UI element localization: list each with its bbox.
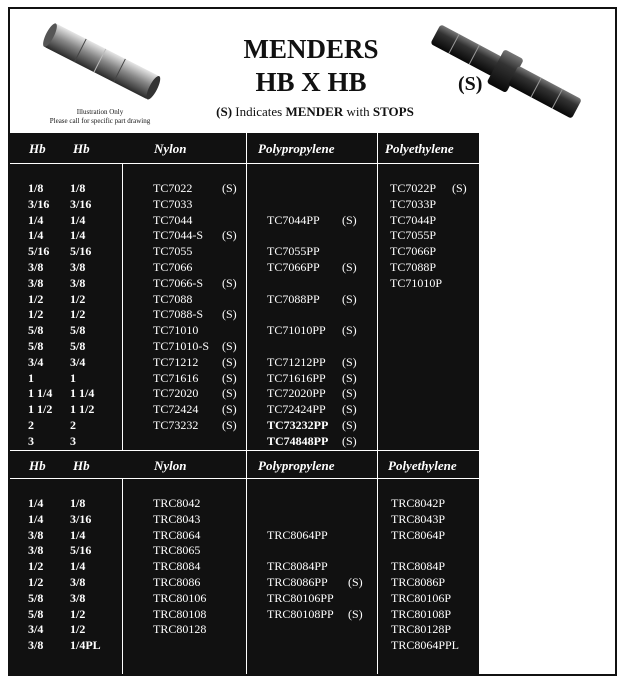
table-cell: 1 xyxy=(70,370,76,385)
illus-note-line2: Please call for specific part drawing xyxy=(49,117,151,125)
table-cell: 3/8 xyxy=(28,527,44,542)
table-cell: (S) xyxy=(342,386,357,401)
table-cell: 1 1/4 xyxy=(28,386,53,401)
table-cell: TC7088 xyxy=(153,291,193,306)
table-cell: TRC80108PP xyxy=(267,606,334,621)
table-cell: TRC8065 xyxy=(153,543,201,558)
table-cell: (S) xyxy=(222,417,237,432)
table-cell: TRC8086 xyxy=(153,574,201,589)
table-cell: (S) xyxy=(222,354,237,369)
table-cell: TC71616 xyxy=(153,370,199,385)
table-cell: TC7066-S xyxy=(153,275,204,290)
table-cell: 1/2 xyxy=(70,622,86,637)
table-cell: (S) xyxy=(452,181,467,195)
table-cell xyxy=(222,323,237,339)
table-cell: 1/2 xyxy=(70,291,86,306)
nylon-column xyxy=(153,496,206,654)
divider xyxy=(122,478,123,674)
table-cell: TC7044 xyxy=(153,212,193,227)
table-cell: TRC8084PP xyxy=(267,559,328,574)
subtitle-stops: STOPS xyxy=(372,104,414,119)
table-cell xyxy=(342,228,357,244)
table-cell: (S) xyxy=(342,417,357,432)
table-cell: TC71616PP xyxy=(267,370,326,385)
menders-illustration xyxy=(38,19,168,104)
table-cell xyxy=(348,496,363,512)
table-cell: (S) xyxy=(342,433,357,448)
divider xyxy=(479,450,480,674)
table-cell: 3/16 xyxy=(28,196,50,211)
pp-column xyxy=(267,496,334,654)
table-cell: 5/8 xyxy=(28,338,44,353)
table-cell xyxy=(348,528,363,544)
table-cell: 1 1/2 xyxy=(70,402,95,417)
table-cell xyxy=(342,244,357,260)
table-cell: (S) xyxy=(342,402,357,417)
header-polyethylene: Polyethylene xyxy=(388,458,457,473)
table-cell: 1/2 xyxy=(28,307,44,322)
table-cell: 1/4 xyxy=(70,559,86,574)
divider xyxy=(10,478,480,479)
pp-stops-column xyxy=(342,181,357,450)
table-cell: TRC8042 xyxy=(153,496,201,510)
table-cell: 3/8 xyxy=(70,275,86,290)
table-cell: TC71010PP xyxy=(267,323,326,338)
table-cell: 2 xyxy=(70,417,76,432)
table-cell: TRC80128P xyxy=(391,622,452,637)
table-cell xyxy=(267,512,334,528)
table-cell xyxy=(391,543,459,559)
divider xyxy=(10,163,480,164)
table-cell: TC72020PP xyxy=(267,386,326,401)
table-cell: 3/16 xyxy=(70,511,92,526)
hb1-column xyxy=(28,181,52,450)
table-cell: TRC80106P xyxy=(391,590,452,605)
table-cell: TRC8043P xyxy=(391,511,446,526)
title-line2: HB X HB xyxy=(255,67,367,97)
header-polypropylene: Polypropylene xyxy=(258,141,335,156)
header-hb-1: Hb xyxy=(29,141,46,156)
table-cell xyxy=(348,638,363,654)
menders-sheet xyxy=(8,7,617,676)
subtitle xyxy=(195,104,435,120)
table-cell: TRC80108 xyxy=(153,606,207,621)
table-cell: 1/2 xyxy=(70,606,86,621)
subtitle-mender: MENDER xyxy=(285,104,344,119)
subtitle-prefix: (S) xyxy=(216,104,233,119)
table-cell: (S) xyxy=(222,181,237,195)
table-cell: TC73232PP xyxy=(267,417,329,432)
table-cell: TC7066P xyxy=(390,244,437,259)
table-cell: 3/8 xyxy=(70,259,86,274)
table-cell xyxy=(452,197,467,213)
table-cell: 5/16 xyxy=(70,244,92,259)
table-cell: 1/8 xyxy=(28,181,44,195)
table-cell: TRC8064 xyxy=(153,527,201,542)
table-cell: TC72424PP xyxy=(267,402,326,417)
table-cell: TC7044P xyxy=(390,212,437,227)
table-cell xyxy=(267,307,328,323)
table-cell xyxy=(222,197,237,213)
table-cell xyxy=(342,339,357,355)
table-cell: (S) xyxy=(342,291,357,306)
table-cell: 5/16 xyxy=(28,244,50,259)
table-cell: 5/8 xyxy=(70,338,86,353)
table-cell: TRC80106 xyxy=(153,590,207,605)
hb1-column xyxy=(28,496,43,654)
blank-panel xyxy=(480,450,615,674)
table-cell xyxy=(452,276,467,292)
table-cell: 1 1/4 xyxy=(70,386,95,401)
table-cell: TC74848PP xyxy=(267,433,329,448)
subtitle-mid2: with xyxy=(343,104,373,119)
table-cell: 1/4 xyxy=(70,212,86,227)
table-cell: TRC80128 xyxy=(153,622,207,637)
table-cell xyxy=(348,622,363,638)
table-cell: TC73232 xyxy=(153,417,199,432)
table-cell xyxy=(342,276,357,292)
divider xyxy=(479,133,480,450)
table-cell: TC71212 xyxy=(153,354,199,369)
divider xyxy=(377,450,378,674)
table-cell xyxy=(452,260,467,276)
header-polypropylene: Polypropylene xyxy=(258,458,335,473)
table-cell: 1/8 xyxy=(70,181,86,195)
table-cell: 1/4 xyxy=(70,228,86,243)
table-cell: TC71010 xyxy=(153,323,199,338)
table-cell: TRC80106PP xyxy=(267,590,334,605)
table-cell: 1/4 xyxy=(28,212,44,227)
table-cell: 3/8 xyxy=(28,259,44,274)
table-cell: 3/8 xyxy=(70,590,86,605)
table-cell: (S) xyxy=(348,574,363,589)
table-cell: 1/8 xyxy=(70,496,86,510)
table-cell xyxy=(267,339,328,355)
table-cell: (S) xyxy=(342,354,357,369)
table-cell: 1/2 xyxy=(70,307,86,322)
table-cell: 1/4 xyxy=(70,527,86,542)
table-cell: (S) xyxy=(222,402,237,417)
divider xyxy=(122,163,123,450)
table-cell: TRC8043 xyxy=(153,511,201,526)
table-cell: TRC8064PPL xyxy=(391,638,460,653)
table-cell: TC7088P xyxy=(390,259,437,274)
table-cell xyxy=(222,213,237,229)
table-cell: 3/8 xyxy=(28,543,44,558)
table-cell xyxy=(342,307,357,323)
table-cell: 1/2 xyxy=(28,291,44,306)
table-cell xyxy=(267,181,328,197)
table-cell: (S) xyxy=(222,338,237,353)
table-cell: 1 1/2 xyxy=(28,402,53,417)
table-cell: TC7022 xyxy=(153,181,193,195)
table-cell: TRC8042P xyxy=(391,496,446,510)
table-cell: 3 xyxy=(28,433,34,448)
pp-column xyxy=(267,181,328,450)
table-cell: TC7088PP xyxy=(267,291,320,306)
table-cell xyxy=(153,434,209,450)
table-cell: 1/4 xyxy=(28,496,44,510)
table-cell xyxy=(267,543,334,559)
table-cell: (S) xyxy=(222,307,237,322)
table-cell: TRC8084P xyxy=(391,559,446,574)
header-polyethylene: Polyethylene xyxy=(385,141,454,156)
table-cell: 5/8 xyxy=(28,323,44,338)
table-cell: TRC8064P xyxy=(391,527,446,542)
table-cell xyxy=(342,197,357,213)
blank-panel xyxy=(480,133,615,450)
table-cell: TC7044-S xyxy=(153,228,204,243)
table-cell: TC7066 xyxy=(153,259,193,274)
divider xyxy=(377,133,378,450)
table-cell: (S) xyxy=(222,228,237,243)
illus-note-line1: Illustration Only xyxy=(76,108,124,116)
table-cell xyxy=(267,622,334,638)
illustration-note xyxy=(40,108,160,126)
table-cell: (S) xyxy=(222,275,237,290)
table-cell xyxy=(267,276,328,292)
table-cell xyxy=(222,434,237,450)
table-cell: (S) xyxy=(342,212,357,227)
table-cell xyxy=(222,292,237,308)
table-cell xyxy=(452,244,467,260)
table-section-2 xyxy=(10,450,615,674)
pe-column xyxy=(391,496,459,654)
table-cell: 5/8 xyxy=(28,606,44,621)
nylon-column xyxy=(153,181,209,450)
table-cell: (S) xyxy=(342,259,357,274)
nylon-stops-column xyxy=(222,181,237,450)
table-cell: TRC8086PP xyxy=(267,574,328,589)
hb2-column xyxy=(70,496,101,654)
table-cell: TC71212PP xyxy=(267,354,326,369)
table-section-1 xyxy=(10,133,615,450)
table-cell: TC7022P xyxy=(390,181,437,195)
table-cell: 3/4 xyxy=(70,354,86,369)
table-cell xyxy=(267,496,334,512)
table-cell: TC72424 xyxy=(153,402,199,417)
table-cell: TRC8064PP xyxy=(267,527,328,542)
table-cell: TC7066PP xyxy=(267,259,320,274)
table-cell: (S) xyxy=(222,370,237,385)
table-cell: (S) xyxy=(342,370,357,385)
header-hb-1: Hb xyxy=(29,458,46,473)
header-hb-2: Hb xyxy=(73,141,90,156)
table-cell: 1/2 xyxy=(28,559,44,574)
table-cell: 3/4 xyxy=(28,354,44,369)
table-cell: TRC8086P xyxy=(391,574,446,589)
table-cell xyxy=(348,543,363,559)
table-cell: TC7033 xyxy=(153,196,193,211)
pe-column xyxy=(390,181,442,292)
menders-with-stops-illustration xyxy=(422,17,592,127)
table-cell xyxy=(222,244,237,260)
table-cell xyxy=(348,591,363,607)
table-cell: 3/8 xyxy=(70,574,86,589)
page-title xyxy=(200,33,422,99)
table-cell: 1/4PL xyxy=(70,638,101,653)
header-nylon: Nylon xyxy=(154,141,187,156)
table-cell xyxy=(267,197,328,213)
table-cell xyxy=(267,228,328,244)
table-cell: 1/4 xyxy=(28,511,44,526)
table-cell xyxy=(342,181,357,197)
table-cell xyxy=(267,638,334,654)
table-cell: 1 xyxy=(28,370,34,385)
stops-mark: (S) xyxy=(458,73,483,95)
header xyxy=(10,9,615,133)
table-cell: 5/8 xyxy=(70,323,86,338)
table-cell: 5/16 xyxy=(70,543,92,558)
table-cell: 5/8 xyxy=(28,590,44,605)
table-cell: 3 xyxy=(70,433,76,448)
table-cell: TC71010-S xyxy=(153,338,210,353)
table-cell: TC7055P xyxy=(390,228,437,243)
table-cell: (S) xyxy=(348,606,363,621)
subtitle-mid: Indicates xyxy=(232,104,286,119)
table-cell: 3/4 xyxy=(28,622,44,637)
table-cell: TC7055 xyxy=(153,244,193,259)
table-cell: 3/8 xyxy=(28,638,44,653)
table-cell: TC7044PP xyxy=(267,212,320,227)
table-cell: 2 xyxy=(28,417,34,432)
hb2-column xyxy=(70,181,94,450)
pp-stops-column xyxy=(348,496,363,654)
header-nylon: Nylon xyxy=(154,458,187,473)
table-cell xyxy=(452,213,467,229)
table-cell: TC7088-S xyxy=(153,307,204,322)
table-cell: TRC8084 xyxy=(153,559,201,574)
table-cell: 1/4 xyxy=(28,228,44,243)
title-line1: MENDERS xyxy=(243,34,379,64)
table-cell: TRC80108P xyxy=(391,606,452,621)
pe-stops-column xyxy=(452,181,467,292)
table-cell xyxy=(348,559,363,575)
table-cell: 3/8 xyxy=(28,275,44,290)
table-cell: (S) xyxy=(222,386,237,401)
table-cell: TC7033P xyxy=(390,196,437,211)
divider xyxy=(246,450,247,674)
table-cell xyxy=(153,638,206,654)
table-cell xyxy=(452,228,467,244)
table-cell: TC71010P xyxy=(390,275,443,290)
table-cell: 1/2 xyxy=(28,574,44,589)
divider xyxy=(246,133,247,450)
table-cell: TC72020 xyxy=(153,386,199,401)
table-cell xyxy=(222,260,237,276)
table-cell: TC7055PP xyxy=(267,244,320,259)
table-cell: 3/16 xyxy=(70,196,92,211)
table-cell xyxy=(348,512,363,528)
header-hb-2: Hb xyxy=(73,458,90,473)
table-cell: (S) xyxy=(342,323,357,338)
divider xyxy=(10,450,480,451)
